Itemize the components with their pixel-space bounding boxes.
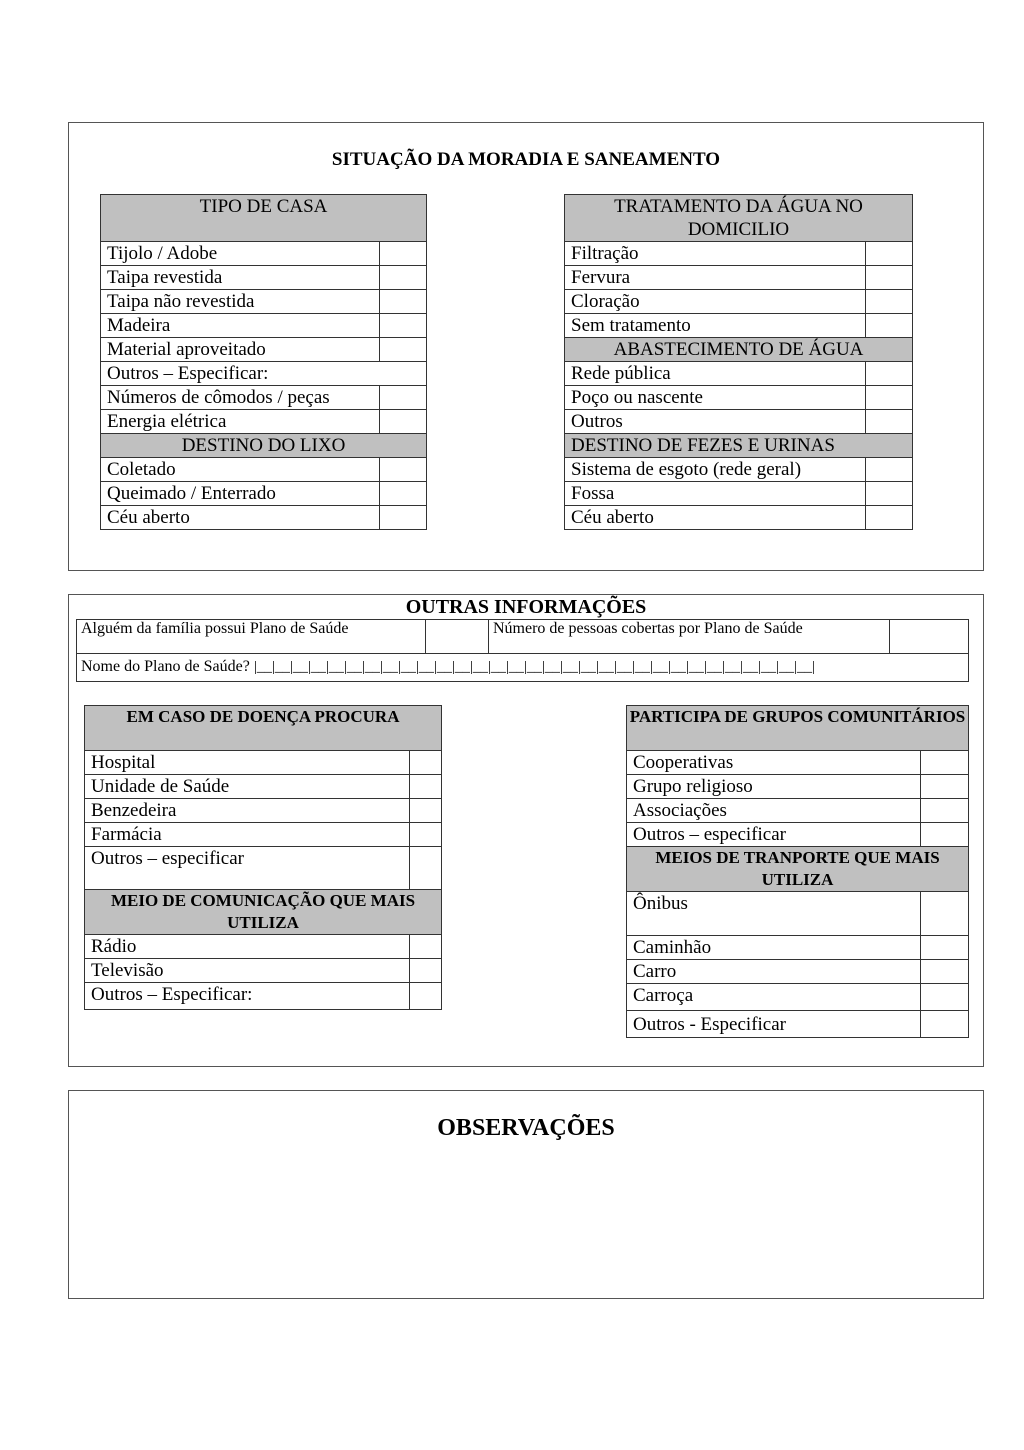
checkbox-cell[interactable] <box>410 775 442 799</box>
table-row <box>565 458 913 482</box>
community-groups-header: PARTICIPA DE GRUPOS COMUNITÁRIOS <box>627 706 969 751</box>
table-row <box>627 892 969 936</box>
option-label: Números de cômodos / peças <box>101 386 380 410</box>
option-label: Céu aberto <box>101 506 380 530</box>
option-label: Taipa não revestida <box>101 290 380 314</box>
checkbox-cell[interactable] <box>380 386 427 410</box>
checkbox-cell[interactable] <box>921 823 969 847</box>
checkbox-cell[interactable] <box>921 1011 969 1038</box>
checkbox-cell[interactable] <box>866 482 913 506</box>
option-label: Outros <box>565 410 866 434</box>
table-row <box>101 242 427 266</box>
table-row <box>565 314 913 338</box>
covered-people-answer-cell[interactable] <box>890 620 969 654</box>
option-label: Sem tratamento <box>565 314 866 338</box>
table-row <box>627 775 969 799</box>
option-label: Coletado <box>101 458 380 482</box>
checkbox-cell[interactable] <box>921 892 969 936</box>
option-label: Carro <box>627 960 921 984</box>
checkbox-cell[interactable] <box>866 242 913 266</box>
option-label: Poço ou nascente <box>565 386 866 410</box>
waste-destination-header: DESTINO DO LIXO <box>101 434 427 458</box>
table-row <box>85 823 442 847</box>
option-label: Material aproveitado <box>101 338 380 362</box>
option-label: Céu aberto <box>565 506 866 530</box>
option-label: Televisão <box>85 959 410 983</box>
housing-section-title: SITUAÇÃO DA MORADIA E SANEAMENTO <box>331 149 721 170</box>
option-label: Filtração <box>565 242 866 266</box>
option-label: Farmácia <box>85 823 410 847</box>
option-label: Grupo religioso <box>627 775 921 799</box>
option-label: Energia elétrica <box>101 410 380 434</box>
table-row <box>565 410 913 434</box>
house-type-header: TIPO DE CASA <box>101 195 427 242</box>
other-info-section <box>68 594 984 1067</box>
checkbox-cell[interactable] <box>410 935 442 959</box>
checkbox-cell[interactable] <box>410 823 442 847</box>
table-row <box>101 338 427 362</box>
checkbox-cell[interactable] <box>410 751 442 775</box>
health-plan-name-label: Nome do Plano de Saúde? <box>81 658 250 675</box>
table-row <box>565 362 913 386</box>
option-label: Sistema de esgoto (rede geral) <box>565 458 866 482</box>
water-supply-header: ABASTECIMENTO DE ÁGUA <box>565 338 913 362</box>
checkbox-cell[interactable] <box>866 362 913 386</box>
table-row <box>85 935 442 959</box>
option-label: Taipa revestida <box>101 266 380 290</box>
option-label[interactable]: Outros – Especificar: <box>101 362 427 386</box>
checkbox-cell[interactable] <box>921 960 969 984</box>
option-label: Fervura <box>565 266 866 290</box>
table-row <box>101 410 427 434</box>
checkbox-cell[interactable] <box>380 266 427 290</box>
observations-section[interactable] <box>68 1090 984 1299</box>
health-plan-question: Alguém da família possui Plano de Saúde <box>77 620 426 654</box>
option-label: Cooperativas <box>627 751 921 775</box>
illness-care-header: EM CASO DE DOENÇA PROCURA <box>85 706 442 751</box>
option-label: Madeira <box>101 314 380 338</box>
checkbox-cell[interactable] <box>866 386 913 410</box>
checkbox-cell[interactable] <box>380 338 427 362</box>
illness-care-table <box>84 705 442 1010</box>
house-type-table <box>100 194 427 530</box>
checkbox-cell[interactable] <box>921 984 969 1011</box>
covered-people-question: Número de pessoas cobertas por Plano de Saúde <box>489 620 890 654</box>
checkbox-cell[interactable] <box>866 314 913 338</box>
table-row <box>101 314 427 338</box>
table-row <box>77 654 969 682</box>
option-label: Rádio <box>85 935 410 959</box>
community-groups-table <box>626 705 969 1038</box>
table-row <box>101 266 427 290</box>
table-row <box>565 266 913 290</box>
option-label: Queimado / Enterrado <box>101 482 380 506</box>
table-row <box>85 751 442 775</box>
table-row <box>101 506 427 530</box>
option-label: Fossa <box>565 482 866 506</box>
health-plan-name-row[interactable] <box>77 654 969 682</box>
table-row <box>85 775 442 799</box>
health-plan-answer-cell[interactable] <box>426 620 489 654</box>
table-row <box>627 936 969 960</box>
option-label: Outros – especificar <box>627 823 921 847</box>
table-row <box>101 386 427 410</box>
health-plan-name-blanks[interactable]: |__|__|__|__|__|__|__|__|__|__|__|__|__|__|__|__|__|__|__|__|__|__|__|__|__|__|__|__|__|__|__| <box>253 659 815 675</box>
checkbox-cell[interactable] <box>866 410 913 434</box>
checkbox-cell[interactable] <box>410 847 442 890</box>
checkbox-cell[interactable] <box>380 410 427 434</box>
table-row <box>565 506 913 530</box>
table-row <box>565 482 913 506</box>
checkbox-cell[interactable] <box>921 936 969 960</box>
table-row <box>85 847 442 890</box>
option-label: Benzedeira <box>85 799 410 823</box>
checkbox-cell[interactable] <box>866 266 913 290</box>
checkbox-cell[interactable] <box>380 482 427 506</box>
option-label: Outros - Especificar <box>627 1011 921 1038</box>
table-row <box>627 751 969 775</box>
option-label: Caminhão <box>627 936 921 960</box>
table-row <box>85 799 442 823</box>
communication-header: MEIO DE COMUNICAÇÃO QUE MAIS UTILIZA <box>85 890 442 935</box>
table-row <box>565 386 913 410</box>
table-row <box>627 984 969 1011</box>
checkbox-cell[interactable] <box>921 799 969 823</box>
checkbox-cell[interactable] <box>921 751 969 775</box>
option-label: Cloração <box>565 290 866 314</box>
checkbox-cell[interactable] <box>410 983 442 1010</box>
water-treatment-table <box>564 194 913 530</box>
table-row <box>627 799 969 823</box>
table-row <box>101 362 427 386</box>
table-row <box>85 983 442 1010</box>
table-row <box>85 959 442 983</box>
checkbox-cell[interactable] <box>866 458 913 482</box>
observations-title: OBSERVAÇÕES <box>437 1115 615 1141</box>
option-label: Associações <box>627 799 921 823</box>
option-label: Outros – especificar <box>85 847 410 890</box>
checkbox-cell[interactable] <box>380 242 427 266</box>
checkbox-cell[interactable] <box>866 506 913 530</box>
table-row <box>565 290 913 314</box>
option-label: Outros – Especificar: <box>85 983 410 1010</box>
option-label: Ônibus <box>627 892 921 936</box>
option-label: Unidade de Saúde <box>85 775 410 799</box>
table-row <box>627 960 969 984</box>
table-row <box>627 1011 969 1038</box>
table-row <box>77 620 969 654</box>
table-row <box>101 482 427 506</box>
water-treatment-header: TRATAMENTO DA ÁGUA NO DOMICILIO <box>565 195 913 242</box>
option-label: Hospital <box>85 751 410 775</box>
table-row <box>101 458 427 482</box>
option-label: Carroça <box>627 984 921 1011</box>
checkbox-cell[interactable] <box>380 290 427 314</box>
checkbox-cell[interactable] <box>380 314 427 338</box>
checkbox-cell[interactable] <box>380 506 427 530</box>
health-plan-table <box>76 619 969 682</box>
transport-header: MEIOS DE TRANPORTE QUE MAIS UTILIZA <box>627 847 969 892</box>
checkbox-cell[interactable] <box>866 290 913 314</box>
table-row <box>101 290 427 314</box>
checkbox-cell[interactable] <box>410 799 442 823</box>
housing-section <box>68 122 984 571</box>
other-info-title: OUTRAS INFORMAÇÕES <box>405 596 647 618</box>
checkbox-cell[interactable] <box>410 959 442 983</box>
table-row <box>627 823 969 847</box>
sewage-destination-header: DESTINO DE FEZES E URINAS <box>565 434 913 458</box>
table-row <box>565 242 913 266</box>
checkbox-cell[interactable] <box>921 775 969 799</box>
option-label: Tijolo / Adobe <box>101 242 380 266</box>
option-label: Rede pública <box>565 362 866 386</box>
checkbox-cell[interactable] <box>380 458 427 482</box>
